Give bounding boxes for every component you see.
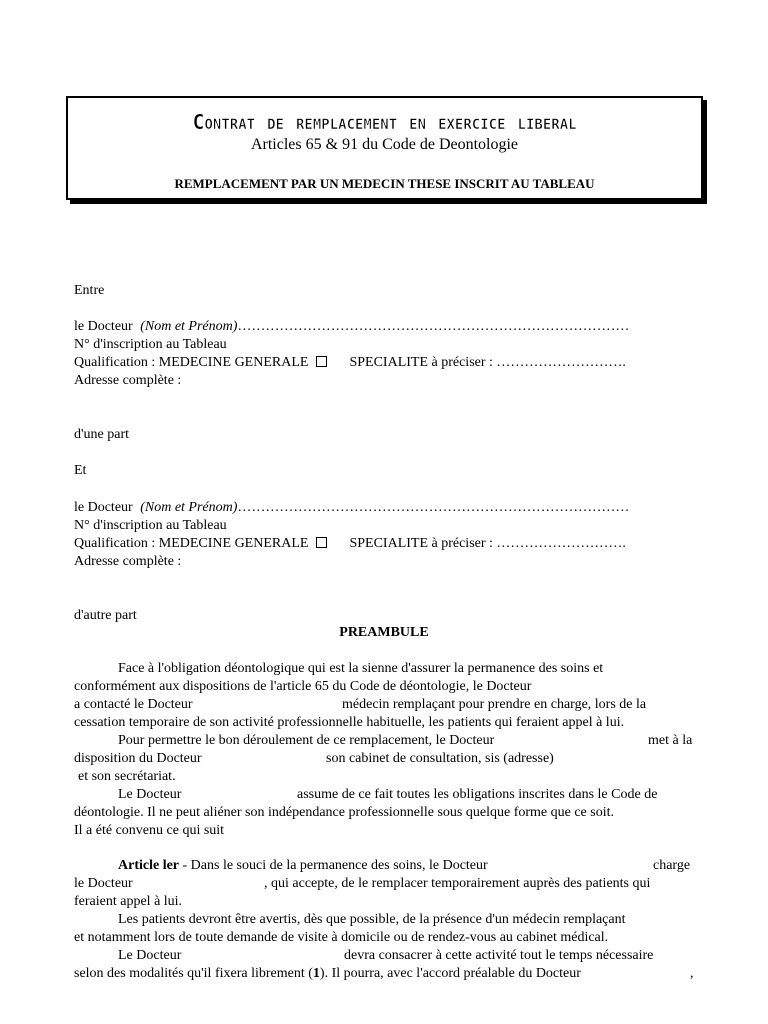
article1-line1-text: - Dans le souci de la permanence des soins, le Docteur [179, 858, 488, 873]
article1-line3: feraient appel à lui. [74, 894, 183, 909]
p6-line2c: , [690, 966, 694, 981]
p3-line3: Il a été convenu ce qui suit [74, 823, 225, 838]
party2-docteur-line [74, 499, 629, 517]
p2-line2b: son cabinet de consultation, sis (adresse) [326, 751, 554, 766]
p5-line2: et notamment lors de toute demande de visite à domicile ou de rendez-vous au cabinet médical. [74, 930, 609, 945]
party2-nom-prenom: (Nom et Prénom) [140, 500, 238, 515]
article1-line2a: le Docteur [74, 876, 133, 891]
document-title: Contrat de remplacement en exercice liberal [192, 110, 577, 134]
party2-qualification-line [74, 535, 626, 553]
party2-qualification: Qualification : MEDECINE GENERALE [74, 536, 309, 551]
autre-part-label: d'autre part [74, 608, 137, 623]
p3-line2: déontologie. Il ne peut aliéner son indépendance professionnelle sous quelque forme que ce soit. [74, 805, 614, 820]
header-box [66, 96, 703, 200]
p2-line1a: Pour permettre le bon déroulement de ce remplacement, le Docteur [118, 733, 495, 748]
p1-line1: Face à l'obligation déontologique qui est la sienne d'assurer la permanence des soins et [118, 661, 604, 676]
party1-specialite: SPECIALITE à préciser : ………………………. [349, 355, 626, 370]
p3-line1b: assume de ce fait toutes les obligations inscrites dans le Code de [297, 787, 658, 802]
party2-inscription: N° d'inscription au Tableau [74, 518, 227, 533]
p1-line2: conformément aux dispositions de l'article 65 du Code de déontologie, le Docteur [74, 679, 532, 694]
party2-specialite: SPECIALITE à préciser : ………………………. [349, 536, 626, 551]
article1-label: Article ler [118, 858, 180, 873]
p6-line1b: devra consacrer à cette activité tout le temps nécessaire [344, 948, 654, 963]
preambule-heading: PREAMBULE [339, 625, 429, 640]
et-label: Et [74, 463, 87, 478]
party1-docteur-line [74, 318, 629, 336]
party1-nom-prenom: (Nom et Prénom) [140, 319, 238, 334]
article1-line1b: charge [653, 858, 691, 873]
p1-line4: cessation temporaire de son activité professionnelle habituelle, les patients qui feraient appel à lui. [74, 715, 625, 730]
document-heading-line: REMPLACEMENT PAR UN MEDECIN THESE INSCRIT AU TABLEAU [174, 176, 595, 191]
party1-inscription: N° d'inscription au Tableau [74, 337, 227, 352]
entre-label: Entre [74, 283, 105, 298]
party1-dots: ………………………………………………………………………… [237, 319, 630, 334]
medecine-generale-checkbox[interactable] [316, 356, 327, 367]
party1-qualification: Qualification : MEDECINE GENERALE [74, 355, 309, 370]
party1-docteur: le Docteur [74, 319, 133, 334]
p2-line3: et son secrétariat. [78, 769, 176, 784]
article1-line2b: , qui accepte, de le remplacer temporairement auprès des patients qui [264, 876, 651, 891]
document-subtitle: Articles 65 & 91 du Code de Deontologie [250, 136, 519, 153]
party2-dots: ………………………………………………………………………… [237, 500, 630, 515]
party2-docteur: le Docteur [74, 500, 133, 515]
article1-line1a [118, 857, 488, 875]
p6-line1a: Le Docteur [118, 948, 182, 963]
p2-line1b: met à la [648, 733, 693, 748]
p1-line3a: a contacté le Docteur [74, 697, 193, 712]
footnote-ref: 1 [312, 966, 320, 981]
party2-adresse: Adresse complète : [74, 554, 182, 569]
medecine-generale-checkbox-2[interactable] [316, 537, 327, 548]
p2-line2a: disposition du Docteur [74, 751, 202, 766]
party1-adresse: Adresse complète : [74, 373, 182, 388]
une-part-label: d'une part [74, 427, 130, 442]
p6-line2b: ). Il pourra, avec l'accord préalable du Docteur [319, 966, 581, 981]
party1-qualification-line [74, 354, 626, 372]
p3-line1a: Le Docteur [118, 787, 182, 802]
p6-line2 [74, 965, 581, 983]
p5-line1: Les patients devront être avertis, dès que possible, de la présence d'un médecin remplaçant [118, 912, 626, 927]
p6-line2a: selon des modalités qu'il fixera librement ( [74, 966, 313, 981]
p1-line3b: médecin remplaçant pour prendre en charge, lors de la [342, 697, 647, 712]
